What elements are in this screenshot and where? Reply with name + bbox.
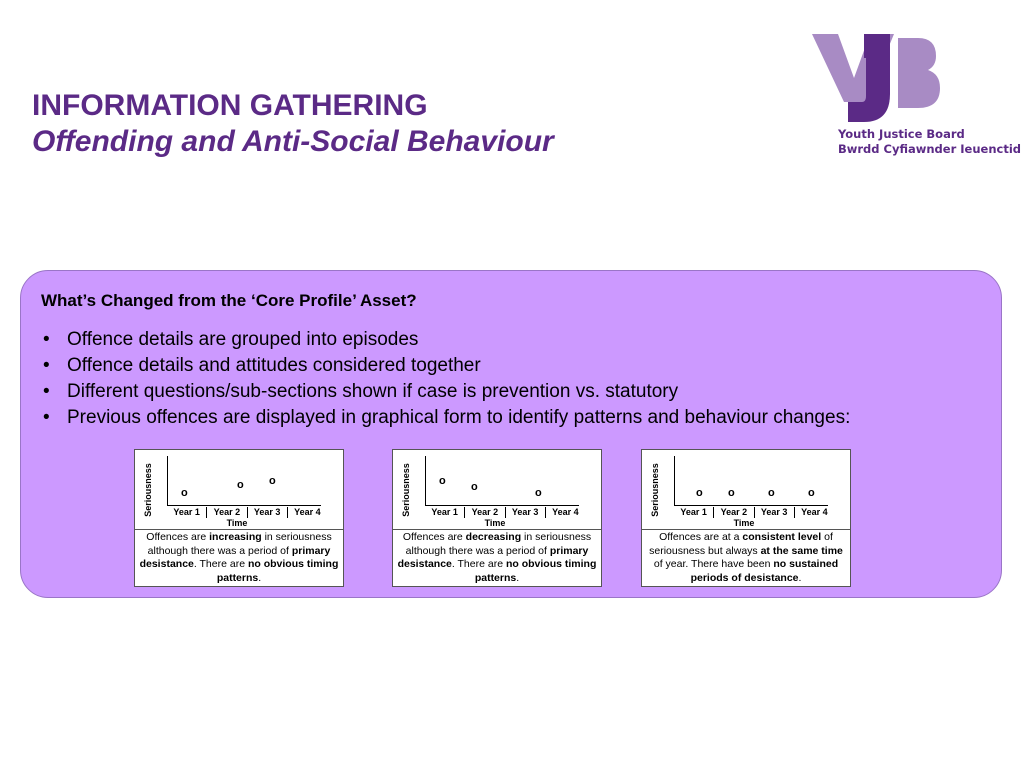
desc-emphasis: increasing [209,531,262,543]
pattern-description [644,531,848,585]
x-axis-line [167,505,321,506]
desc-text: of year. There have been [653,558,774,571]
desc-text: in seriousness although there was a period of [405,531,592,557]
year-label: Year 2 [206,507,246,518]
year-label: Year 1 [680,507,707,517]
y-axis-line [425,456,426,506]
page-title [32,88,554,160]
offence-marker: o [237,479,244,491]
year-label: Year 2 [713,507,753,518]
year-label: Year 3 [754,507,794,518]
x-axis-line [674,505,828,506]
pattern-graph [135,450,343,530]
list-item [41,353,850,379]
year-labels [425,507,585,518]
offence-marker: o [535,487,542,499]
y-axis-label: Seriousness [143,463,153,517]
year-label: Year 3 [247,507,287,518]
offence-marker: o [808,487,815,499]
pattern-graph [393,450,601,530]
desc-text: Offences are [402,531,466,543]
desc-emphasis: no obvious timing patterns [216,558,339,584]
desc-text: Offences are [146,531,210,543]
desc-text: . There are [451,558,506,571]
desc-text: . There are [193,558,248,571]
year-label: Year 4 [545,507,585,518]
year-label: Year 4 [794,507,834,518]
y-axis-line [674,456,675,506]
org-name-english: Youth Justice Board [838,127,965,141]
org-name-welsh: Bwrdd Cyfiawnder Ieuenctid [838,142,1022,156]
desc-text: . [516,571,520,584]
desc-emphasis: no sustained periods of desistance [690,558,839,584]
list-item [41,405,850,431]
title-line-1: INFORMATION GATHERING [32,89,428,122]
bullet-icon: • [43,407,50,428]
list-item [41,327,850,353]
year-label: Year 4 [287,507,327,518]
bullet-text: Offence details are grouped into episodes [67,329,419,350]
year-labels [167,507,327,518]
bullet-text: Previous offences are displayed in graphical form to identify patterns and behaviour changes: [67,407,851,428]
desc-text: . [258,571,262,584]
y-axis-label: Seriousness [401,463,411,517]
pattern-description [137,531,341,585]
year-labels [674,507,834,518]
desc-emphasis: primary desistance [139,544,331,571]
year-label: Year 2 [464,507,504,518]
desc-emphasis: decreasing [465,531,522,543]
offence-marker: o [439,475,446,487]
desc-emphasis: at the same time [760,544,843,557]
y-axis-line [167,456,168,506]
bullet-text: Different questions/sub-sections shown if case is prevention vs. statutory [67,381,679,402]
title-line-2: Offending and Anti-Social Behaviour [32,125,554,158]
offence-marker: o [696,487,703,499]
panel-heading: What’s Changed from the ‘Core Profile’ Asset? [41,291,417,310]
year-label: Year 3 [505,507,545,518]
desc-emphasis: primary desistance [397,544,589,571]
desc-text: . [798,571,802,584]
offence-marker: o [269,475,276,487]
pattern-graph [642,450,850,530]
desc-emphasis: consistent level [742,531,822,543]
year-label: Year 1 [173,507,200,517]
offence-marker: o [471,480,478,493]
desc-emphasis: no obvious timing patterns [474,558,597,584]
pattern-card-consistent [641,449,851,587]
bullet-icon: • [43,329,50,350]
pattern-card-increasing [134,449,344,587]
year-label: Year 1 [431,507,458,517]
list-item [41,379,850,405]
bullet-icon: • [43,355,50,376]
bullet-icon: • [43,381,50,402]
pattern-card-decreasing [392,449,602,587]
x-axis-label: Time [484,518,506,528]
yjb-logo-mark [808,30,1008,125]
changes-list [41,327,850,431]
desc-text: in seriousness although there was a period of [147,531,332,557]
offence-marker: o [728,487,735,499]
offence-marker: o [768,487,775,499]
x-axis-label: Time [733,518,755,528]
desc-text: of seriousness but always [649,531,833,557]
desc-text: Offences are at a [659,531,743,543]
yjb-logo [808,30,1022,160]
changes-panel [20,270,1002,598]
bullet-text: Offence details and attitudes considered together [67,355,481,376]
pattern-description [395,531,599,585]
offence-marker: o [181,487,188,499]
x-axis-label: Time [226,518,248,528]
y-axis-label: Seriousness [650,463,660,517]
x-axis-line [425,505,579,506]
yjb-logo-text [838,127,1021,157]
